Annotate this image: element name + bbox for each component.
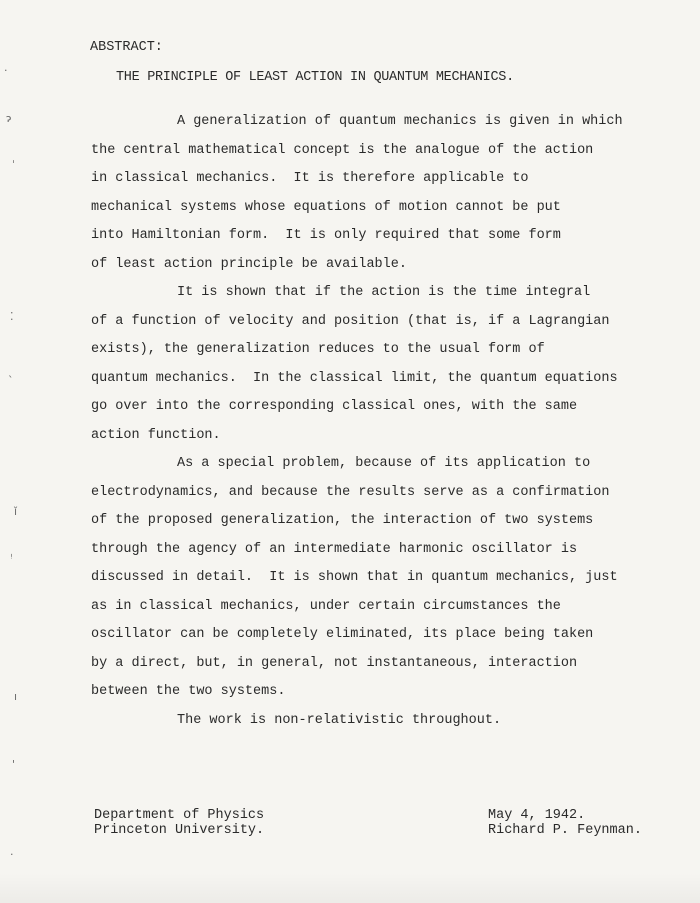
paragraph-2 — [91, 281, 671, 452]
scan-mark: ˎ — [8, 365, 14, 378]
text-line: in classical mechanics. It is therefore applicable to — [91, 171, 529, 186]
text-line: as in classical mechanics, under certain circumstances the — [91, 598, 561, 614]
scan-mark: ˈ — [12, 158, 16, 171]
text-line: through the agency of an intermediate harmonic oscillator is — [91, 541, 578, 557]
text-line: electrodynamics, and because the results serve as a confirmation — [91, 484, 610, 500]
signature-block — [488, 808, 642, 838]
text-line: of least action principle be available. — [91, 256, 407, 272]
paragraph-4 — [91, 709, 671, 738]
text-line: action function. — [91, 427, 221, 443]
text-line: mechanical systems whose equations of motion cannot be put — [91, 199, 561, 215]
university-name: Princeton University. — [94, 823, 265, 838]
text-line: A generalization of quantum mechanics is given in which — [177, 114, 623, 129]
text-line: between the two systems. — [91, 684, 286, 699]
scan-mark: ꜝ — [10, 552, 13, 565]
text-line: exists), the generalization reduces to the usual form of — [91, 342, 545, 357]
author-name: Richard P. Feynman. — [488, 823, 642, 838]
paragraph-1 — [91, 110, 671, 281]
paragraph-3 — [91, 452, 671, 709]
document-date: May 4, 1942. — [488, 808, 586, 823]
text-line: quantum mechanics. In the classical limit, the quantum equations — [91, 370, 618, 386]
abstract-body — [91, 110, 671, 737]
abstract-label: ABSTRACT: — [90, 40, 163, 55]
text-line: discussed in detail. It is shown that in quantum mechanics, just — [91, 570, 618, 585]
text-line: oscillator can be completely eliminated, its place being taken — [91, 627, 594, 642]
text-line: of a function of velocity and position (that is, if a Lagrangian — [91, 313, 610, 329]
affiliation-block — [94, 808, 264, 838]
scan-mark: ꞌ — [12, 758, 16, 771]
scan-mark: ı — [14, 690, 18, 703]
text-line: the central mathematical concept is the analogue of the action — [91, 142, 594, 158]
scan-mark: ǐ — [14, 505, 18, 518]
text-line: by a direct, but, in general, not instantaneous, interaction — [91, 655, 578, 671]
scan-mark: ⁚ — [10, 310, 14, 323]
scan-shadow — [0, 873, 700, 903]
scan-mark: · — [10, 848, 14, 861]
text-line: go over into the corresponding classical ones, with the same — [91, 399, 578, 414]
scan-mark: ɂ — [6, 112, 12, 125]
text-line: It is shown that if the action is the time integral — [177, 285, 591, 300]
document-title: THE PRINCIPLE OF LEAST ACTION IN QUANTUM MECHANICS. — [116, 70, 514, 85]
text-line: of the proposed generalization, the interaction of two systems — [91, 513, 594, 528]
department-name: Department of Physics — [94, 808, 265, 823]
scan-mark: · — [4, 64, 8, 77]
text-line: The work is non-relativistic throughout. — [177, 712, 502, 728]
text-line: As a special problem, because of its application to — [177, 456, 591, 471]
text-line: into Hamiltonian form. It is only required that some form — [91, 228, 561, 243]
